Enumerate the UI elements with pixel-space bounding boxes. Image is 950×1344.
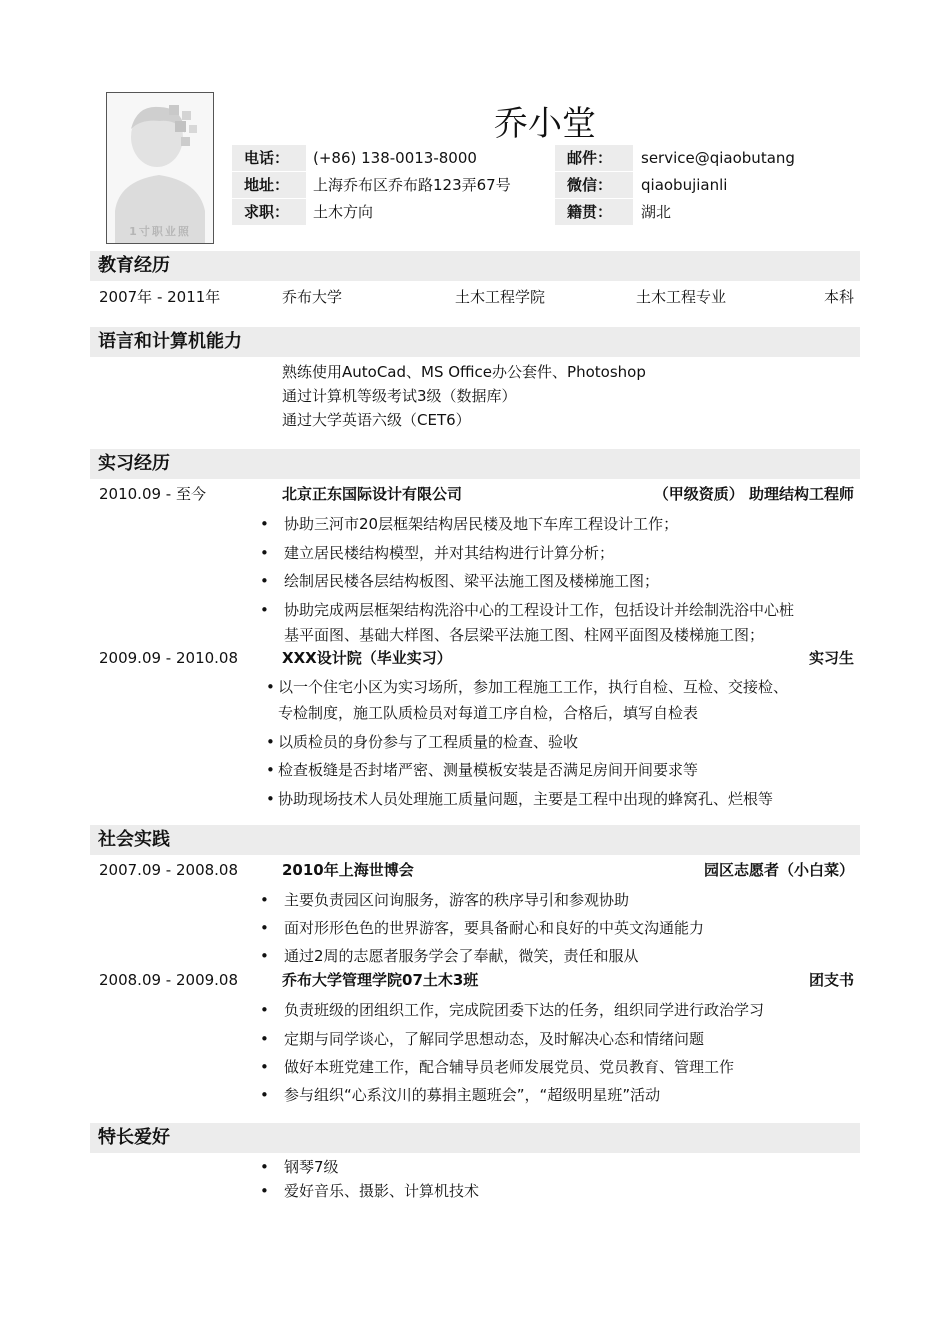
hometown-label: 籍贯： (555, 199, 633, 225)
job-period: 2009.09 - 2010.08 (99, 649, 239, 667)
wechat-label: 微信： (555, 172, 633, 198)
skill-line: 通过计算机等级考试3级（数据库） (282, 387, 517, 405)
photo-caption: 1寸职业照 (129, 225, 191, 238)
job-role: 实习生 (808, 649, 854, 667)
phone-label: 电话： (232, 145, 306, 171)
address-value: 上海乔布区乔布路123弄67号 (313, 176, 511, 194)
activity-period: 2007.09 - 2008.08 (99, 861, 239, 879)
activity-org: 2010年上海世博会 (282, 861, 414, 879)
activity-role: 团支书 (808, 971, 854, 989)
list-item-continuation: 基平面图、基础大样图、各层梁平法施工图、柱网平面图及楼梯施工图； (284, 626, 765, 644)
job-company: 北京正东国际设计有限公司 (282, 485, 463, 503)
education-period: 2007年 - 2011年 (99, 288, 221, 306)
hometown-value: 湖北 (641, 203, 672, 221)
candidate-name: 乔小堂 (494, 104, 596, 144)
education-school: 乔布大学 (282, 288, 343, 306)
activity-role: 园区志愿者（小白菜） (703, 861, 854, 879)
education-college: 土木工程学院 (455, 288, 546, 306)
address-label: 地址： (232, 172, 306, 198)
job-role: （甲级资质） 助理结构工程师 (653, 485, 854, 503)
email-label: 邮件： (555, 145, 633, 171)
email-value: service@qiaobutang (641, 149, 795, 167)
list-item-continuation: 专检制度，施工队质检员对每道工序自检，合格后，填写自检表 (278, 704, 699, 722)
job-company: XXX设计院（毕业实习） (282, 649, 452, 667)
internship-section-title: 实习经历 (90, 449, 860, 479)
skills-section-title: 语言和计算机能力 (90, 327, 860, 357)
skill-line: 熟练使用AutoCad、MS Office办公套件、Photoshop (282, 363, 646, 381)
skill-line: 通过大学英语六级（CET6） (282, 411, 471, 429)
avatar-silhouette-icon (107, 93, 213, 243)
education-degree: 本科 (823, 288, 854, 306)
wechat-value: qiaobujianli (641, 176, 728, 194)
activity-org: 乔布大学管理学院07土木3班 (282, 971, 479, 989)
profile-photo (106, 92, 214, 244)
education-section-title: 教育经历 (90, 251, 860, 281)
social-section-title: 社会实践 (90, 825, 860, 855)
objective-value: 土木方向 (313, 203, 374, 221)
objective-label: 求职： (232, 199, 306, 225)
phone-value: (+86) 138-0013-8000 (313, 149, 477, 167)
hobbies-section-title: 特长爱好 (90, 1123, 860, 1153)
job-period: 2010.09 - 至今 (99, 485, 206, 503)
activity-period: 2008.09 - 2009.08 (99, 971, 239, 989)
education-major: 土木工程专业 (636, 288, 727, 306)
